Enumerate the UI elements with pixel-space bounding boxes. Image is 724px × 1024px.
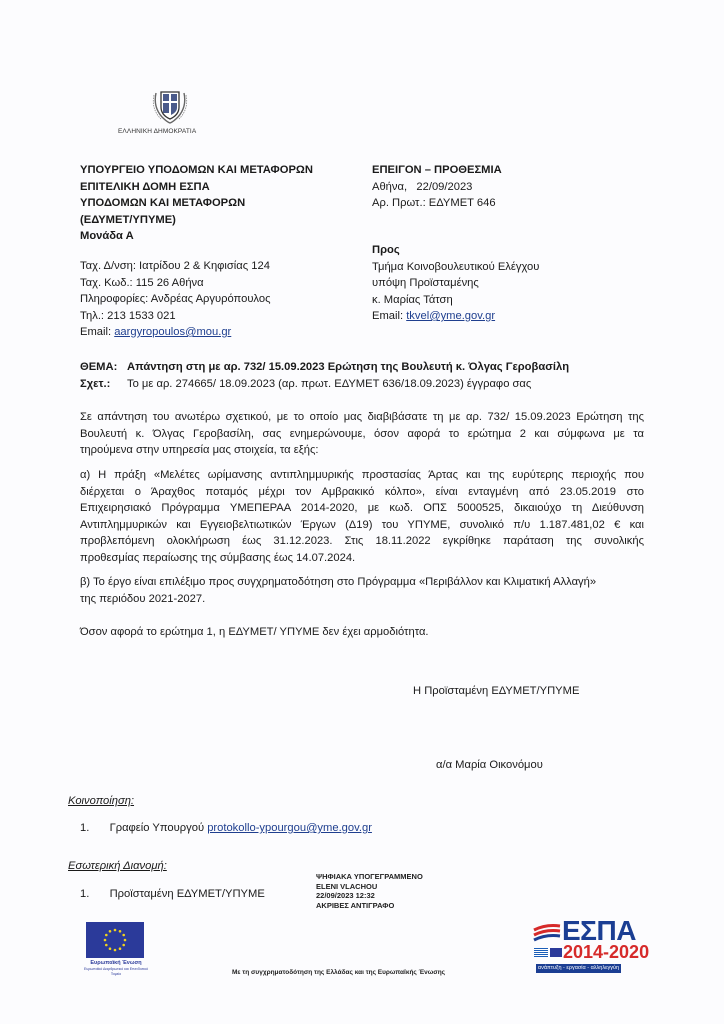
signature-title: Η Προϊσταμένη ΕΔΥΜΕΤ/ΥΠΥΜΕ <box>413 685 580 697</box>
meta-block <box>372 162 502 212</box>
internal-item <box>80 886 265 903</box>
espa-years: 2014-2020 <box>563 942 650 962</box>
protocol-number: Αρ. Πρωτ.: ΕΔΥΜΕΤ 646 <box>372 197 496 209</box>
internal-heading: Εσωτερική Διανομή: <box>68 860 167 872</box>
eu-caption: Ευρωπαϊκή Ένωση <box>90 960 142 966</box>
eu-mini-flag-icon <box>550 948 562 957</box>
sender-block <box>80 162 313 245</box>
sender-email-row <box>80 324 270 341</box>
greek-flag-icon <box>534 948 548 957</box>
sender-email-link[interactable]: aargyropoulos@mou.gr <box>114 326 232 338</box>
body-line: Επιχειρησιακό Πρόγραμμα ΥΜΕΠΕΡΑΑ 2014-2020, με κωδ. ΟΠΣ 5000525, δικαιούχο τη Διεύθυνση <box>80 502 644 514</box>
sender-contact <box>80 258 270 341</box>
body-closing: Όσον αφορά το ερώτημα 1, η ΕΔΥΜΕΤ/ ΥΠΥΜΕ δεν έχει αρμοδιότητα. <box>80 626 429 638</box>
notification-email-link[interactable]: protokollo-ypourgou@yme.gov.gr <box>207 822 372 834</box>
recipient-line: Τμήμα Κοινοβουλευτικού Ελέγχου <box>372 260 540 273</box>
stamp-line: ELENI VLACHOU <box>316 881 378 891</box>
stamp-line: 22/09/2023 12:32 <box>316 891 375 900</box>
greek-coat-of-arms-icon <box>150 85 190 125</box>
sender-email-label: Email: <box>80 326 115 338</box>
internal-item-number: 1. <box>80 888 90 900</box>
stamp-line: ΑΚΡΙΒΕΣ ΑΝΤΙΓΡΑΦΟ <box>316 900 395 910</box>
body-line: Βουλευτή κ. Όλγας Γεροβασίλη, σας ενημερώνουμε, όσον αφορά το ερώτημα 2 και σύμφωνα με τα <box>80 427 644 440</box>
cofinancing-note: Με τη συγχρηματοδότηση της Ελλάδας και της Ευρωπαϊκής Ένωσης <box>232 969 446 976</box>
body-line: β) Το έργο είναι επιλέξιμο προς συγχρηματοδότηση στο Πρόγραμμα «Περιβάλλον και Κλιματική Αλλαγή» <box>80 576 597 588</box>
body-line: Αντιπλημμυρικών και Εγγειοβελτιωτικών Έργων (Δ19) του ΥΠΥΜΕ, συνολικό π/υ 1.187.481,02 € και <box>80 518 644 531</box>
sender-postal: Ταχ. Κωδ.: 115 26 Αθήνα <box>80 276 204 289</box>
body-line: προβλεπόμενη ολοκλήρωση έως 31.12.2023. Στις 18.11.2022 εγκρίθηκε παράταση της συνολικής <box>80 535 644 547</box>
recipient-block <box>372 242 539 325</box>
sender-phone: Τηλ.: 213 1533 021 <box>80 309 176 322</box>
sender-line: ΥΠΟΔΟΜΩΝ ΚΑΙ ΜΕΤΑΦΟΡΩΝ <box>80 197 246 209</box>
internal-item-text: Προϊσταμένη ΕΔΥΜΕΤ/ΥΠΥΜΕ <box>109 888 265 900</box>
sender-address: Ταχ. Δ/νση: Ιατρίδου 2 & Κηφισίας 124 <box>80 260 270 272</box>
body-line: α) Η πράξη «Μελέτες ωρίμανσης αντιπλημμυρικής προστασίας Άρτας και της ευρύτερης περιοχής που <box>80 469 644 481</box>
emblem-caption: ΕΛΛΗΝΙΚΗ ΔΗΜΟΚΡΑΤΙΑ <box>118 128 197 135</box>
body-point-b <box>80 574 596 607</box>
body-line: διέρχεται ο Άραχθος ποταμός μέχρι τον Αμβρακικό κόλπο», είναι ενταγμένη από 23.05.2019 στο <box>80 485 644 498</box>
recipient-email-row <box>372 308 539 325</box>
urgency-label: ΕΠΕΙΓΟΝ – ΠΡΟΘΕΣΜΙΑ <box>372 164 502 176</box>
notification-item-text: Γραφείο Υπουργού <box>109 822 208 834</box>
espa-waves-icon <box>532 922 562 944</box>
body-point-a <box>80 467 644 566</box>
sender-line: ΕΠΙΤΕΛΙΚΗ ΔΟΜΗ ΕΣΠΑ <box>80 180 210 193</box>
recipient-line: υπόψη Προϊσταμένης <box>372 277 479 289</box>
body-intro <box>80 409 644 459</box>
sender-line: (ΕΔΥΜΕΤ/ΥΠΥΜΕ) <box>80 213 176 226</box>
body-line: τηρούμενα στην υπηρεσία μας στοιχεία, τα εξής: <box>80 444 319 456</box>
body-line: Σε απάντηση του ανωτέρω σχετικού, με το οποίο μας διαβιβάσατε τη με αρ. 732/ 15.09.2023 Ερώτηση της <box>80 411 644 423</box>
recipient-label: Προς <box>372 244 400 256</box>
digital-signature-stamp <box>316 872 423 910</box>
espa-title: ΕΣΠΑ <box>562 915 636 946</box>
document-date: Αθήνα, 22/09/2023 <box>372 180 473 193</box>
notification-item <box>80 820 372 837</box>
body-line: προθεσμίας περαίωσης της σύμβασης έως 14.07.2024. <box>80 551 356 564</box>
eu-subcaption: Ευρωπαϊκό Διαρθρωτικό και Επενδυτικό Ταμείο <box>84 967 148 976</box>
recipient-email-link[interactable]: tkvel@yme.gov.gr <box>406 310 496 322</box>
sender-line: Μονάδα Α <box>80 230 134 242</box>
reference-text: Το με αρ. 274665/ 18.09.2023 (αρ. πρωτ. ΕΔΥΜΕΤ 636/18.09.2023) έγγραφο σας <box>127 378 532 390</box>
recipient-line: κ. Μαρίας Τάτση <box>372 293 453 306</box>
reference-label: Σχετ.: <box>80 378 111 390</box>
espa-slogan: ανάπτυξη - εργασία - αλληλεγγύη <box>537 965 620 971</box>
body-line: της περιόδου 2021-2027. <box>80 592 206 605</box>
sender-line: ΥΠΟΥΡΓΕΙΟ ΥΠΟΔΟΜΩΝ ΚΑΙ ΜΕΤΑΦΟΡΩΝ <box>80 164 313 176</box>
stamp-line: ΨΗΦΙΑΚΑ ΥΠΟΓΕΓΡΑΜΜΕΝΟ <box>316 872 423 881</box>
eu-flag-icon <box>86 922 144 958</box>
notification-item-number: 1. <box>80 822 90 834</box>
recipient-email-label: Email: <box>372 310 407 322</box>
subject-label: ΘΕΜΑ: <box>80 361 118 373</box>
signature-name: α/α Μαρία Οικονόμου <box>436 759 543 771</box>
notification-heading: Κοινοποίηση: <box>68 795 135 807</box>
sender-info: Πληροφορίες: Ανδρέας Αργυρόπουλος <box>80 293 271 305</box>
subject-text: Απάντηση στη με αρ. 732/ 15.09.2023 Ερώτηση της Βουλευτή κ. Όλγας Γεροβασίλη <box>127 361 570 373</box>
